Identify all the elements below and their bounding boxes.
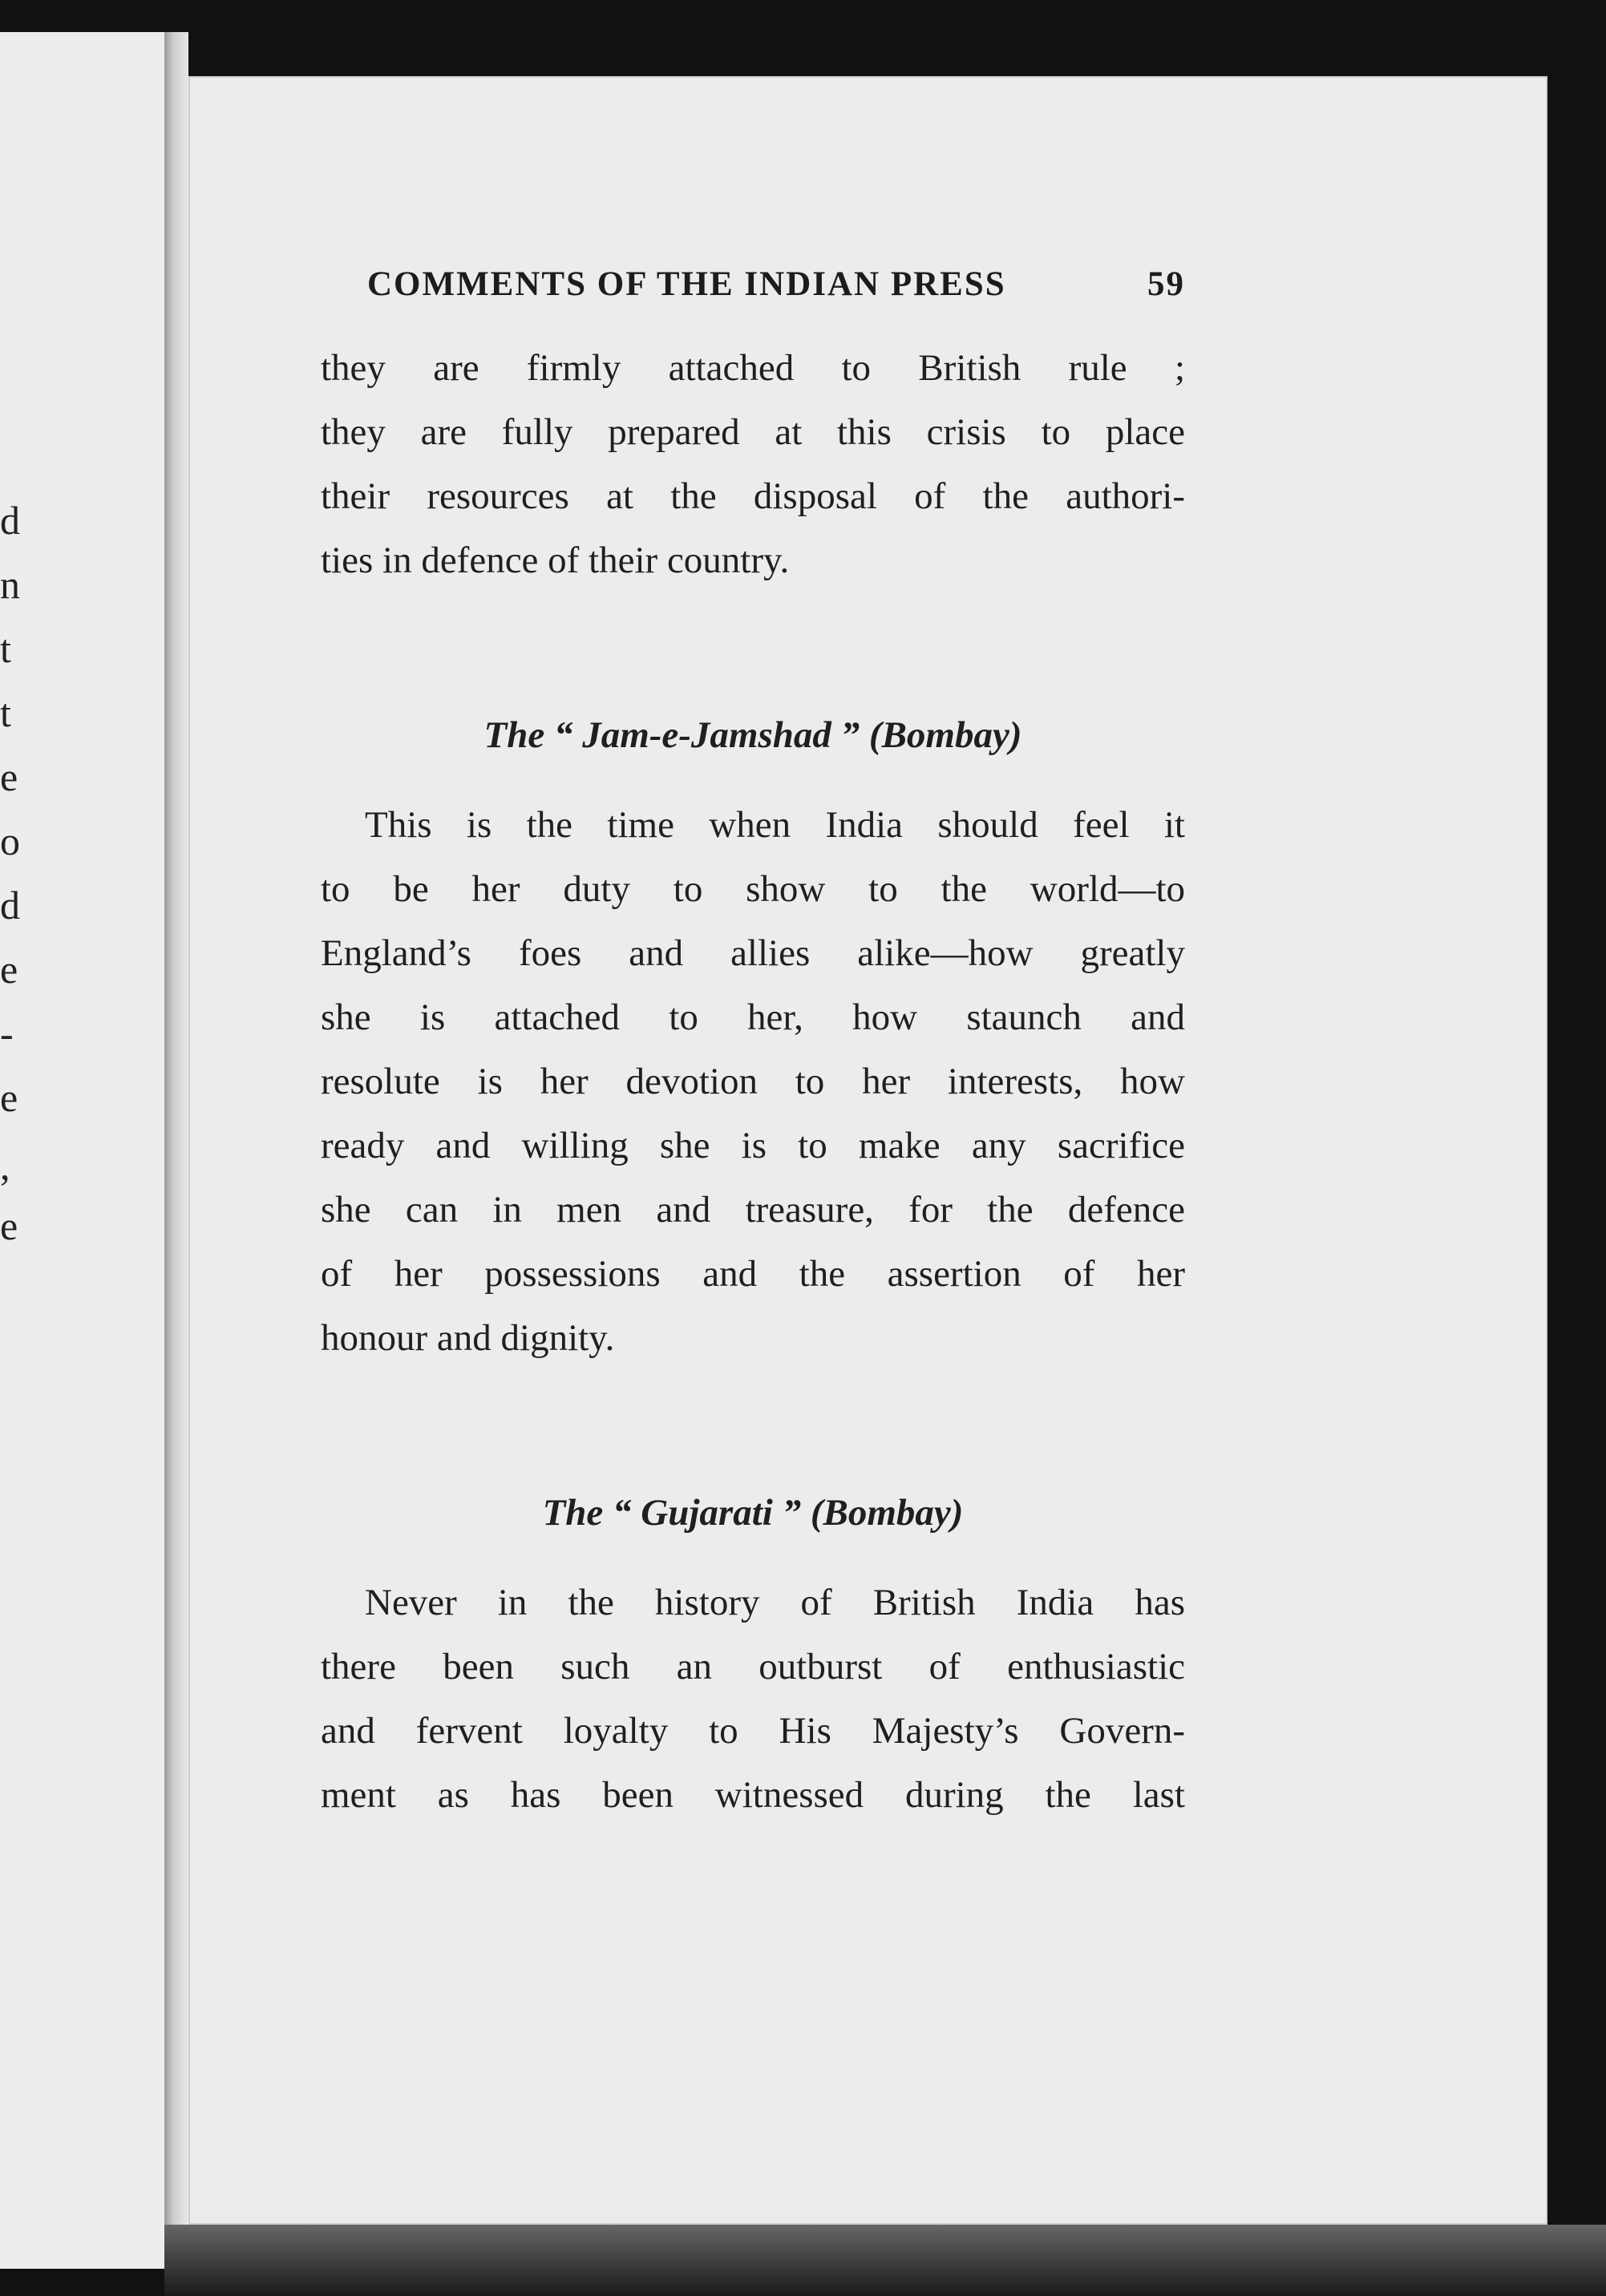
running-head: [367, 265, 1185, 304]
page-bottom-shadow: [164, 2225, 1606, 2296]
text-line: This is the time when India should feel it: [365, 804, 1185, 846]
left-page-edge-letter: o: [0, 819, 20, 863]
section-heading-jam-e-jamshad: The “ Jam-e-Jamshad ” (Bombay): [483, 714, 1022, 756]
left-page-edge-letter: d: [0, 498, 20, 543]
running-head-title: COMMENTS OF THE INDIAN PRESS: [367, 265, 1006, 303]
left-page: [0, 32, 167, 2269]
text-line: their resources at the disposal of the authori-: [321, 475, 1185, 517]
section-heading-gujarati: The “ Gujarati ” (Bombay): [542, 1492, 964, 1534]
text-line: to be her duty to show to the world—to: [321, 868, 1185, 910]
text-line: resolute is her devotion to her interests, how: [321, 1061, 1185, 1102]
left-page-edge-letter: e: [0, 1075, 18, 1120]
text-line: she is attached to her, how staunch and: [321, 996, 1185, 1038]
text-line: of her possessions and the assertion of her: [321, 1253, 1185, 1295]
text-line: Never in the history of British India has: [365, 1582, 1185, 1623]
left-page-edge-letter: ,: [0, 1143, 10, 1188]
left-page-edge-letter: d: [0, 883, 20, 928]
text-line: ment as has been witnessed during the last: [321, 1774, 1185, 1816]
text-line: honour and dignity.: [321, 1317, 615, 1359]
text-line: and fervent loyalty to His Majesty’s Govern-: [321, 1710, 1185, 1752]
page-number: 59: [1147, 265, 1185, 303]
text-line: there been such an outburst of enthusiastic: [321, 1646, 1185, 1688]
left-page-edge-letter: e: [0, 947, 18, 992]
text-line: ties in defence of their country.: [321, 540, 790, 581]
text-line: England’s foes and allies alike—how greatly: [321, 932, 1185, 974]
left-page-edge-letter: -: [0, 1011, 14, 1056]
left-page-edge-letter: t: [0, 626, 11, 671]
left-page-edge-letter: e: [0, 754, 18, 799]
text-line: ready and willing she is to make any sacrifice: [321, 1125, 1185, 1166]
book-gutter: [164, 32, 188, 2269]
left-page-edge-letter: e: [0, 1203, 18, 1248]
left-page-edge-letter: n: [0, 562, 20, 607]
text-line: she can in men and treasure, for the defence: [321, 1189, 1185, 1231]
text-line: they are firmly attached to British rule ;: [321, 347, 1185, 389]
text-line: they are fully prepared at this crisis to place: [321, 411, 1185, 453]
left-page-edge-letter: t: [0, 690, 11, 735]
